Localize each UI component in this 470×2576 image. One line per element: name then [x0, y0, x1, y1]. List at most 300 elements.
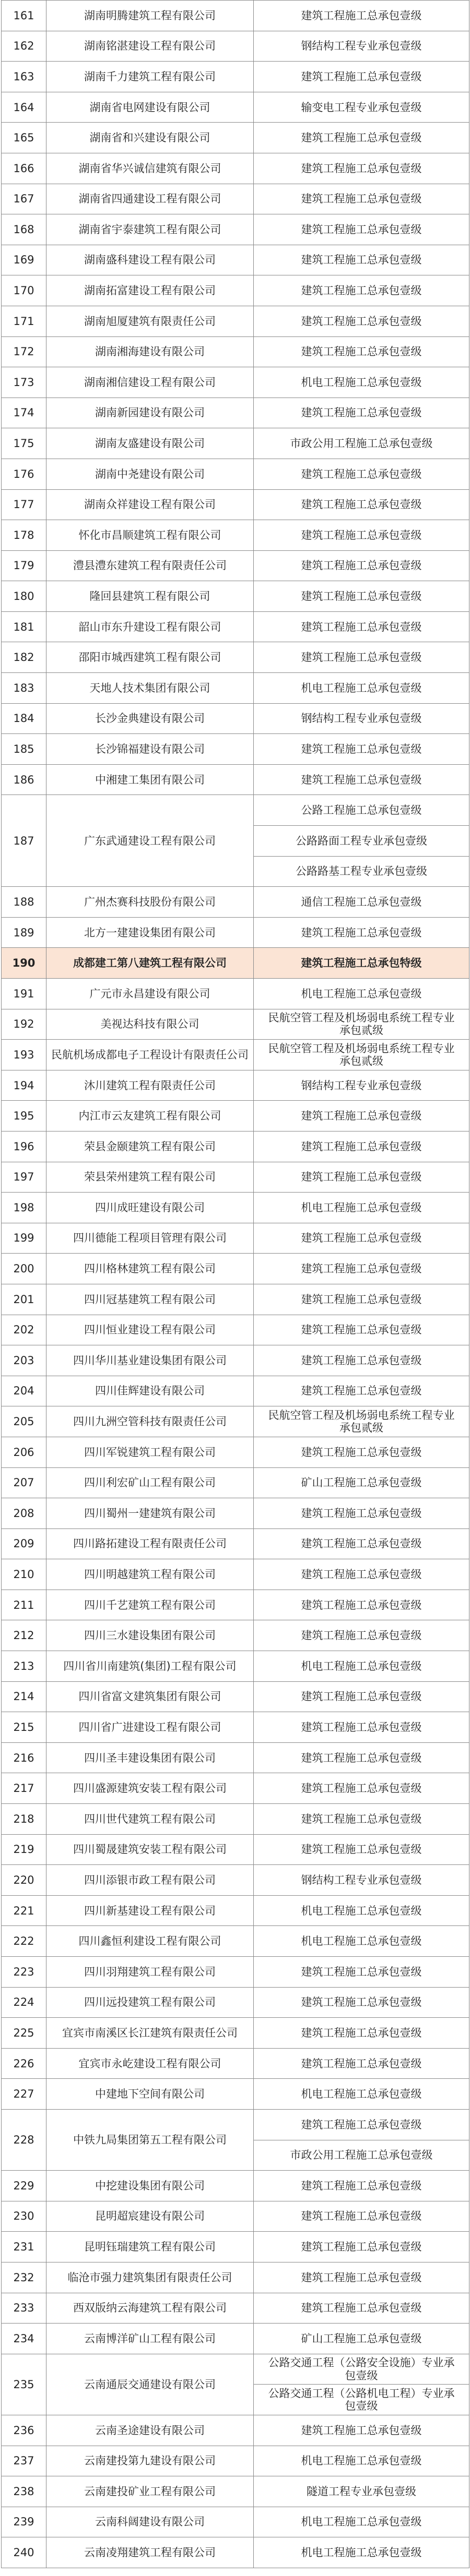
- qualification: 建筑工程施工总承包壹级: [254, 917, 469, 948]
- row-number: 217: [2, 1773, 46, 1804]
- table-row: [2, 2324, 469, 2354]
- row-number: 168: [2, 214, 46, 245]
- row-number: 187: [2, 795, 46, 887]
- qualification: 建筑工程施工总承包壹级: [254, 2201, 469, 2232]
- company-name: 四川军锐建筑工程有限公司: [46, 1437, 254, 1467]
- company-name: 湖南新园建设有限公司: [46, 398, 254, 428]
- qualification: 公路工程施工总承包壹级: [254, 795, 469, 826]
- row-number: 235: [2, 2354, 46, 2415]
- company-name: 成都建工第八建筑工程有限公司: [46, 948, 254, 979]
- qualification: 通信工程施工总承包壹级: [254, 887, 469, 918]
- row-number: 188: [2, 887, 46, 918]
- qualification: 建筑工程施工总承包壹级: [254, 1742, 469, 1773]
- row-number: 218: [2, 1804, 46, 1835]
- qualification-table: [1, 0, 469, 2568]
- company-name: 四川鑫恒利建设工程有限公司: [46, 1926, 254, 1957]
- row-number: 164: [2, 92, 46, 123]
- table-row: [2, 1406, 469, 1437]
- table-row: [2, 795, 469, 826]
- qualification: 建筑工程施工总承包壹级: [254, 1528, 469, 1559]
- qualification: 公路路面工程专业承包壹级: [254, 826, 469, 857]
- company-name: 四川恒业建设工程有限公司: [46, 1315, 254, 1345]
- table-row: [2, 703, 469, 734]
- qualification: 建筑工程施工总承包壹级: [254, 459, 469, 489]
- qualification: 建筑工程施工总承包壹级: [254, 1681, 469, 1712]
- qualification: 建筑工程施工总承包壹级: [254, 1773, 469, 1804]
- row-number: 224: [2, 1987, 46, 2018]
- row-number: 183: [2, 673, 46, 704]
- qualification: 建筑工程施工总承包壹级: [254, 2232, 469, 2262]
- table-row: [2, 520, 469, 551]
- table-row: [2, 1620, 469, 1651]
- row-number: 231: [2, 2232, 46, 2262]
- company-name: 湖南省四通建设工程有限公司: [46, 184, 254, 214]
- row-number: 167: [2, 184, 46, 214]
- row-number: 174: [2, 398, 46, 428]
- row-number: 172: [2, 336, 46, 367]
- row-number: 229: [2, 2171, 46, 2201]
- company-name: 宜宾市南溪区长江建筑有限责任公司: [46, 2018, 254, 2049]
- company-name: 内江市云友建筑工程有限公司: [46, 1101, 254, 1131]
- qualification: 建筑工程施工总承包壹级: [254, 1957, 469, 1988]
- company-name: 四川远投建筑工程有限公司: [46, 1987, 254, 2018]
- company-name: 广州杰赛科技股份有限公司: [46, 887, 254, 918]
- company-name: 云南圣途建设有限公司: [46, 2415, 254, 2446]
- company-name: 湖南拓富建设工程有限公司: [46, 275, 254, 306]
- qualification: 建筑工程施工总承包壹级: [254, 2109, 469, 2140]
- row-number: 166: [2, 153, 46, 184]
- table-row: [2, 1987, 469, 2018]
- table-row: [2, 2354, 469, 2385]
- table-row: [2, 642, 469, 673]
- company-name: 沐川建筑工程有限责任公司: [46, 1070, 254, 1101]
- table-row: [2, 581, 469, 612]
- company-name: 四川省川南建筑(集团)工程有限公司: [46, 1651, 254, 1682]
- table-row: [2, 764, 469, 795]
- table-row: [2, 1590, 469, 1620]
- table-row: [2, 1040, 469, 1070]
- table-row: [2, 917, 469, 948]
- table-body: [2, 1, 469, 2568]
- table-row: [2, 1773, 469, 1804]
- row-number: 186: [2, 764, 46, 795]
- row-number: 207: [2, 1467, 46, 1498]
- table-row: [2, 1742, 469, 1773]
- row-number: 192: [2, 1009, 46, 1040]
- qualification: 建筑工程施工总承包壹级: [254, 1345, 469, 1376]
- company-name: 四川明越建筑工程有限公司: [46, 1559, 254, 1590]
- row-number: 240: [2, 2537, 46, 2568]
- row-number: 216: [2, 1742, 46, 1773]
- table-row: [2, 306, 469, 336]
- company-name: 湖南铭湛建设工程有限公司: [46, 31, 254, 62]
- table-row: [2, 2201, 469, 2232]
- company-name: 北方一建建设集团有限公司: [46, 917, 254, 948]
- company-name: 天地人技术集团有限公司: [46, 673, 254, 704]
- company-name: 四川华川基业建设集团有限公司: [46, 1345, 254, 1376]
- table-row: [2, 673, 469, 704]
- row-number: 201: [2, 1284, 46, 1315]
- company-name: 湖南明腾建筑工程有限公司: [46, 1, 254, 31]
- row-number: 221: [2, 1895, 46, 1926]
- table-row: [2, 1467, 469, 1498]
- qualification: 民航空管工程及机场弱电系统工程专业承包贰级: [254, 1040, 469, 1070]
- row-number: 163: [2, 62, 46, 92]
- company-name: 湖南省电网建设有限公司: [46, 92, 254, 123]
- company-name: 云南通辰交通建设有限公司: [46, 2354, 254, 2415]
- row-number: 179: [2, 550, 46, 581]
- table-row: [2, 1681, 469, 1712]
- qualification: 建筑工程施工总承包壹级: [254, 1223, 469, 1254]
- table-row: [2, 184, 469, 214]
- qualification: 机电工程施工总承包壹级: [254, 1193, 469, 1223]
- qualification: 机电工程施工总承包壹级: [254, 367, 469, 398]
- company-name: 四川三水建设集团有限公司: [46, 1620, 254, 1651]
- table-row: [2, 1101, 469, 1131]
- row-number: 177: [2, 489, 46, 520]
- company-name: 四川冠基建筑工程有限公司: [46, 1284, 254, 1315]
- row-number: 198: [2, 1193, 46, 1223]
- table-row: [2, 550, 469, 581]
- qualification: 矿山工程施工总承包壹级: [254, 1467, 469, 1498]
- table-row: [2, 275, 469, 306]
- row-number: 204: [2, 1376, 46, 1406]
- row-number: 202: [2, 1315, 46, 1345]
- qualification: 建筑工程施工总承包壹级: [254, 520, 469, 551]
- row-number: 233: [2, 2293, 46, 2324]
- company-name: 邵阳市城西建筑工程有限公司: [46, 642, 254, 673]
- row-number: 234: [2, 2324, 46, 2354]
- qualification: 建筑工程施工总承包壹级: [254, 398, 469, 428]
- row-number: 175: [2, 428, 46, 459]
- row-number: 190: [2, 948, 46, 979]
- table-row: [2, 1926, 469, 1957]
- company-name: 中湘建工集团有限公司: [46, 764, 254, 795]
- qualification: 建筑工程施工总承包壹级: [254, 1834, 469, 1865]
- row-number: 211: [2, 1590, 46, 1620]
- qualification: 建筑工程施工总承包壹级: [254, 1559, 469, 1590]
- company-name: 四川成旺建设有限公司: [46, 1193, 254, 1223]
- company-name: 长沙锦福建设有限公司: [46, 734, 254, 765]
- qualification: 建筑工程施工总承包壹级: [254, 611, 469, 642]
- qualification: 建筑工程施工总承包壹级: [254, 1498, 469, 1529]
- company-name: 临沧市强力建筑集团有限责任公司: [46, 2262, 254, 2293]
- company-name: 四川格林建筑工程有限公司: [46, 1254, 254, 1284]
- company-name: 湖南旭厦建筑有限责任公司: [46, 306, 254, 336]
- row-number: 194: [2, 1070, 46, 1101]
- row-number: 205: [2, 1406, 46, 1437]
- row-number: 176: [2, 459, 46, 489]
- row-number: 184: [2, 703, 46, 734]
- row-number: 239: [2, 2507, 46, 2537]
- qualification: 钢结构工程专业承包壹级: [254, 31, 469, 62]
- row-number: 193: [2, 1040, 46, 1070]
- row-number: 181: [2, 611, 46, 642]
- table-row: [2, 1865, 469, 1896]
- company-name: 宜宾市永屹建设工程有限公司: [46, 2048, 254, 2079]
- qualification: 建筑工程施工总承包壹级: [254, 2018, 469, 2049]
- company-name: 长沙金典建设有限公司: [46, 703, 254, 734]
- row-number: 210: [2, 1559, 46, 1590]
- qualification: 钢结构工程专业承包壹级: [254, 1070, 469, 1101]
- table-row: [2, 153, 469, 184]
- qualification: 钢结构工程专业承包壹级: [254, 703, 469, 734]
- row-number: 182: [2, 642, 46, 673]
- company-name: 怀化市昌顺建筑工程有限公司: [46, 520, 254, 551]
- company-name: 云南凌翔建筑工程有限公司: [46, 2537, 254, 2568]
- table-row: [2, 1162, 469, 1193]
- row-number: 238: [2, 2476, 46, 2507]
- qualification: 建筑工程施工总承包壹级: [254, 1437, 469, 1467]
- table-row: [2, 2048, 469, 2079]
- table-row: [2, 1223, 469, 1254]
- row-number: 237: [2, 2446, 46, 2476]
- qualification: 建筑工程施工总承包壹级: [254, 275, 469, 306]
- company-name: 湖南千力建筑工程有限公司: [46, 62, 254, 92]
- qualification: 建筑工程施工总承包壹级: [254, 153, 469, 184]
- qualification: 隧道工程专业承包壹级: [254, 2476, 469, 2507]
- qualification: 建筑工程施工总承包壹级: [254, 581, 469, 612]
- company-name: 四川省富文建筑集团有限公司: [46, 1681, 254, 1712]
- company-name: 四川蜀晟建筑安装工程有限公司: [46, 1834, 254, 1865]
- qualification: 建筑工程施工总承包壹级: [254, 1131, 469, 1162]
- row-number: 209: [2, 1528, 46, 1559]
- qualification: 建筑工程施工总承包壹级: [254, 123, 469, 153]
- row-number: 162: [2, 31, 46, 62]
- table-row: [2, 459, 469, 489]
- company-name: 四川德能工程项目管理有限公司: [46, 1223, 254, 1254]
- row-number: 212: [2, 1620, 46, 1651]
- table-row: [2, 2446, 469, 2476]
- company-name: 中建地下空间有限公司: [46, 2079, 254, 2110]
- table-row: [2, 1284, 469, 1315]
- qualification: 建筑工程施工总承包壹级: [254, 1254, 469, 1284]
- company-name: 湖南湘海建设有限公司: [46, 336, 254, 367]
- row-number: 223: [2, 1957, 46, 1988]
- company-name: 四川新基建设工程有限公司: [46, 1895, 254, 1926]
- qualification: 建筑工程施工总承包壹级: [254, 1, 469, 31]
- qualification: 输变电工程专业承包壹级: [254, 92, 469, 123]
- company-name: 云南博洋矿山工程有限公司: [46, 2324, 254, 2354]
- table-row: [2, 1528, 469, 1559]
- row-number: 180: [2, 581, 46, 612]
- row-number: 225: [2, 2018, 46, 2049]
- qualification: 建筑工程施工总承包壹级: [254, 2048, 469, 2079]
- table-row: [2, 2018, 469, 2049]
- qualification: 机电工程施工总承包壹级: [254, 2507, 469, 2537]
- company-name: 湖南省宇泰建筑工程有限公司: [46, 214, 254, 245]
- row-number: 232: [2, 2262, 46, 2293]
- table-row: [2, 1, 469, 31]
- company-name: 美视达科技有限公司: [46, 1009, 254, 1040]
- row-number: 189: [2, 917, 46, 948]
- qualification: 市政公用工程施工总承包壹级: [254, 428, 469, 459]
- qualification: 建筑工程施工总承包壹级: [254, 2415, 469, 2446]
- table-row: [2, 428, 469, 459]
- company-name: 中挖建设集团有限公司: [46, 2171, 254, 2201]
- company-name: 四川千艺建筑工程有限公司: [46, 1590, 254, 1620]
- table-row: [2, 1957, 469, 1988]
- company-name: 四川世代建筑工程有限公司: [46, 1804, 254, 1835]
- row-number: 227: [2, 2079, 46, 2110]
- row-number: 200: [2, 1254, 46, 1284]
- qualification: 机电工程施工总承包壹级: [254, 2079, 469, 2110]
- row-number: 195: [2, 1101, 46, 1131]
- company-name: 四川路拓建设工程有限责任公司: [46, 1528, 254, 1559]
- qualification: 机电工程施工总承包壹级: [254, 2446, 469, 2476]
- qualification: 民航空管工程及机场弱电系统工程专业承包贰级: [254, 1009, 469, 1040]
- table-row: [2, 2079, 469, 2110]
- table-row: [2, 1498, 469, 1529]
- company-name: 湖南盛科建设工程有限公司: [46, 245, 254, 275]
- row-number: 206: [2, 1437, 46, 1467]
- table-row: [2, 245, 469, 275]
- table-row: [2, 1254, 469, 1284]
- row-number: 215: [2, 1712, 46, 1743]
- company-name: 四川圣丰建设集团有限公司: [46, 1742, 254, 1773]
- qualification: 建筑工程施工总承包壹级: [254, 1376, 469, 1406]
- qualification: 建筑工程施工总承包壹级: [254, 1590, 469, 1620]
- company-name: 云南科阔建设有限公司: [46, 2507, 254, 2537]
- qualification: 建筑工程施工总承包壹级: [254, 1620, 469, 1651]
- qualification: 建筑工程施工总承包壹级: [254, 1162, 469, 1193]
- table-row: [2, 2507, 469, 2537]
- qualification: 建筑工程施工总承包壹级: [254, 1284, 469, 1315]
- qualification: 建筑工程施工总承包壹级: [254, 550, 469, 581]
- company-name: 荣县荣州建筑工程有限公司: [46, 1162, 254, 1193]
- table-row: [2, 2109, 469, 2140]
- table-row: [2, 2537, 469, 2568]
- row-number: 173: [2, 367, 46, 398]
- qualification: 建筑工程施工总承包壹级: [254, 336, 469, 367]
- table-row: [2, 1131, 469, 1162]
- row-number: 197: [2, 1162, 46, 1193]
- company-name: 云南建投矿业工程有限公司: [46, 2476, 254, 2507]
- table-row-highlighted: [2, 948, 469, 979]
- row-number: 236: [2, 2415, 46, 2446]
- table-row: [2, 214, 469, 245]
- qualification: 机电工程施工总承包壹级: [254, 1926, 469, 1957]
- table-row: [2, 1315, 469, 1345]
- table-row: [2, 2171, 469, 2201]
- row-number: 208: [2, 1498, 46, 1529]
- qualification: 机电工程施工总承包壹级: [254, 1895, 469, 1926]
- row-number: 161: [2, 1, 46, 31]
- row-number: 222: [2, 1926, 46, 1957]
- qualification: 建筑工程施工总承包壹级: [254, 1315, 469, 1345]
- table-row: [2, 1559, 469, 1590]
- table-row: [2, 123, 469, 153]
- company-name: 四川利宏矿山工程有限公司: [46, 1467, 254, 1498]
- qualification: 建筑工程施工总承包壹级: [254, 1101, 469, 1131]
- row-number: 171: [2, 306, 46, 336]
- table-row: [2, 1009, 469, 1040]
- qualification: 公路交通工程（公路安全设施）专业承包壹级: [254, 2354, 469, 2385]
- row-number: 214: [2, 1681, 46, 1712]
- qualification: 机电工程施工总承包壹级: [254, 2537, 469, 2568]
- row-number: 213: [2, 1651, 46, 1682]
- company-name: 昆明超宸建设有限公司: [46, 2201, 254, 2232]
- table-row: [2, 2415, 469, 2446]
- table-row: [2, 1070, 469, 1101]
- table-row: [2, 2476, 469, 2507]
- company-name: 四川省广进建设工程有限公司: [46, 1712, 254, 1743]
- company-name: 广东武通建设工程有限公司: [46, 795, 254, 887]
- table-row: [2, 1345, 469, 1376]
- qualification: 建筑工程施工总承包壹级: [254, 2293, 469, 2324]
- company-name: 昆明钰瑞建筑工程有限公司: [46, 2232, 254, 2262]
- row-number: 170: [2, 275, 46, 306]
- qualification: 钢结构工程专业承包壹级: [254, 1865, 469, 1896]
- table-row: [2, 1651, 469, 1682]
- row-number: 185: [2, 734, 46, 765]
- table-row: [2, 367, 469, 398]
- qualification: 民航空管工程及机场弱电系统工程专业承包贰级: [254, 1406, 469, 1437]
- company-name: 隆回县建筑工程有限公司: [46, 581, 254, 612]
- qualification: 建筑工程施工总承包壹级: [254, 1712, 469, 1743]
- row-number: 165: [2, 123, 46, 153]
- company-name: 湖南众祥建设工程有限公司: [46, 489, 254, 520]
- qualification: 公路路基工程专业承包壹级: [254, 856, 469, 887]
- qualification: 机电工程施工总承包壹级: [254, 673, 469, 704]
- table-row: [2, 734, 469, 765]
- qualification: 矿山工程施工总承包壹级: [254, 2324, 469, 2354]
- company-name: 四川羽翔建筑工程有限公司: [46, 1957, 254, 1988]
- table-row: [2, 1804, 469, 1835]
- row-number: 196: [2, 1131, 46, 1162]
- company-name: 云南建投第九建设有限公司: [46, 2446, 254, 2476]
- table-row: [2, 92, 469, 123]
- company-name: 湖南中尧建设有限公司: [46, 459, 254, 489]
- qualification: 建筑工程施工总承包壹级: [254, 1987, 469, 2018]
- table-row: [2, 398, 469, 428]
- row-number: 230: [2, 2201, 46, 2232]
- qualification: 建筑工程施工总承包壹级: [254, 306, 469, 336]
- company-name: 四川蜀州一建建筑有限公司: [46, 1498, 254, 1529]
- company-name: 四川九洲空管科技有限责任公司: [46, 1406, 254, 1437]
- table-row: [2, 336, 469, 367]
- company-name: 四川添银市政工程有限公司: [46, 1865, 254, 1896]
- qualification: 建筑工程施工总承包壹级: [254, 1804, 469, 1835]
- company-name: 韶山市东升建设工程有限公司: [46, 611, 254, 642]
- row-number: 199: [2, 1223, 46, 1254]
- table-row: [2, 31, 469, 62]
- qualification: 公路交通工程（公路机电工程）专业承包壹级: [254, 2385, 469, 2415]
- qualification: 市政公用工程施工总承包壹级: [254, 2140, 469, 2171]
- company-name: 荣县金颐建筑工程有限公司: [46, 1131, 254, 1162]
- table-row: [2, 2262, 469, 2293]
- row-number: 226: [2, 2048, 46, 2079]
- table-row: [2, 1834, 469, 1865]
- table-row: [2, 611, 469, 642]
- table-row: [2, 2293, 469, 2324]
- table-row: [2, 1712, 469, 1743]
- company-name: 广元市永昌建设有限公司: [46, 979, 254, 1009]
- row-number: 220: [2, 1865, 46, 1896]
- table-row: [2, 2232, 469, 2262]
- table-row: [2, 489, 469, 520]
- qualification: 建筑工程施工总承包壹级: [254, 62, 469, 92]
- company-name: 澧县澧东建筑工程有限责任公司: [46, 550, 254, 581]
- qualification: 建筑工程施工总承包壹级: [254, 642, 469, 673]
- row-number: 178: [2, 520, 46, 551]
- table-row: [2, 1193, 469, 1223]
- table-row: [2, 1895, 469, 1926]
- company-name: 四川盛源建筑安装工程有限公司: [46, 1773, 254, 1804]
- row-number: 203: [2, 1345, 46, 1376]
- qualification: 建筑工程施工总承包壹级: [254, 184, 469, 214]
- company-name: 湖南省华兴诚信建筑有限公司: [46, 153, 254, 184]
